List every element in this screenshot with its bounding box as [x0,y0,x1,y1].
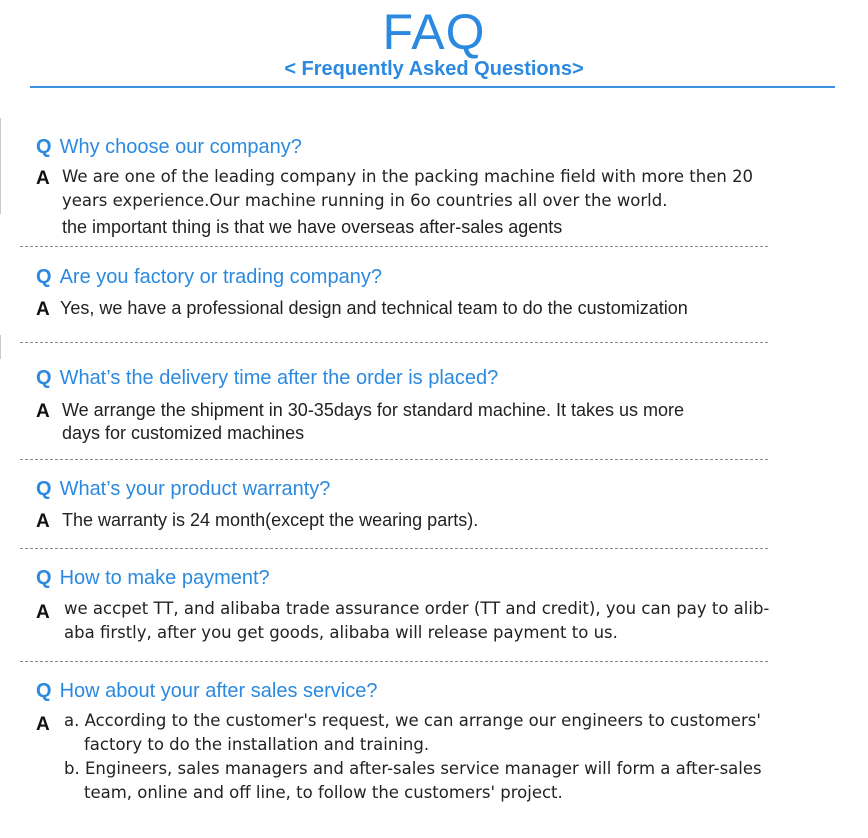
faq-subtitle: < Frequently Asked Questions> [284,58,584,80]
question [36,566,270,590]
answer [36,296,688,320]
answer-line: a. According to the customer's request, we can arrange our engineers to customers' [64,711,761,730]
answer-line: we accpet TT, and alibaba trade assurance order (TT and credit), you can pay to alib- [64,599,770,618]
answer-line: years experience.Our machine running in 6o countries all over the world. [62,191,668,210]
answer-mark: A [36,511,50,532]
answer-line: days for customized machines [62,423,305,443]
answer-line: factory to do the installation and training. [84,735,430,754]
answer-mark: A [36,602,50,623]
question-mark: Q [36,567,52,589]
answer [36,597,769,645]
question [36,135,302,159]
answer-mark: A [36,401,50,422]
question-mark: Q [36,478,52,500]
dashed-separator [20,459,768,460]
question-mark: Q [36,367,52,389]
answer-line: b. Engineers, sales managers and after-sales service manager will form a after-sales [64,759,762,778]
question-text: How about your after sales service? [59,680,378,702]
answer-line: Yes, we have a professional design and technical team to do the customization [60,298,688,318]
header-rule [30,86,835,88]
question-text: What’s the delivery time after the order is placed? [59,367,499,389]
question-mark: Q [36,680,52,702]
question [36,366,498,390]
question-text: How to make payment? [59,567,270,589]
dashed-separator [20,246,768,247]
answer-line: aba firstly, after you get goods, alibaba will release payment to us. [64,623,618,642]
answer [36,165,753,239]
question-text: Why choose our company? [59,136,302,158]
answer-line: We are one of the leading company in the packing machine field with more then 20 [62,167,754,186]
question [36,679,378,703]
question-text: What’s your product warranty? [59,478,331,500]
question [36,477,330,501]
answer-line: We arrange the shipment in 30-35days for standard machine. It takes us more [62,400,684,420]
question-text: Are you factory or trading company? [59,266,382,288]
answer-mark: A [36,168,50,189]
dashed-separator [20,548,768,549]
answer-mark: A [36,714,50,735]
question-mark: Q [36,266,52,288]
left-edge-line [0,118,1,214]
answer [36,709,762,805]
question [36,265,382,289]
left-edge-line [0,335,1,359]
answer [36,398,684,445]
question-mark: Q [36,136,52,158]
answer [36,508,478,532]
dashed-separator [20,342,768,343]
dashed-separator [20,661,768,662]
faq-title: FAQ [382,4,486,60]
answer-line: The warranty is 24 month(except the wearing parts). [62,510,479,530]
answer-line: the important thing is that we have overseas after-sales agents [62,217,563,237]
answer-line: team, online and off line, to follow the customers' project. [84,783,563,802]
answer-mark: A [36,299,50,320]
